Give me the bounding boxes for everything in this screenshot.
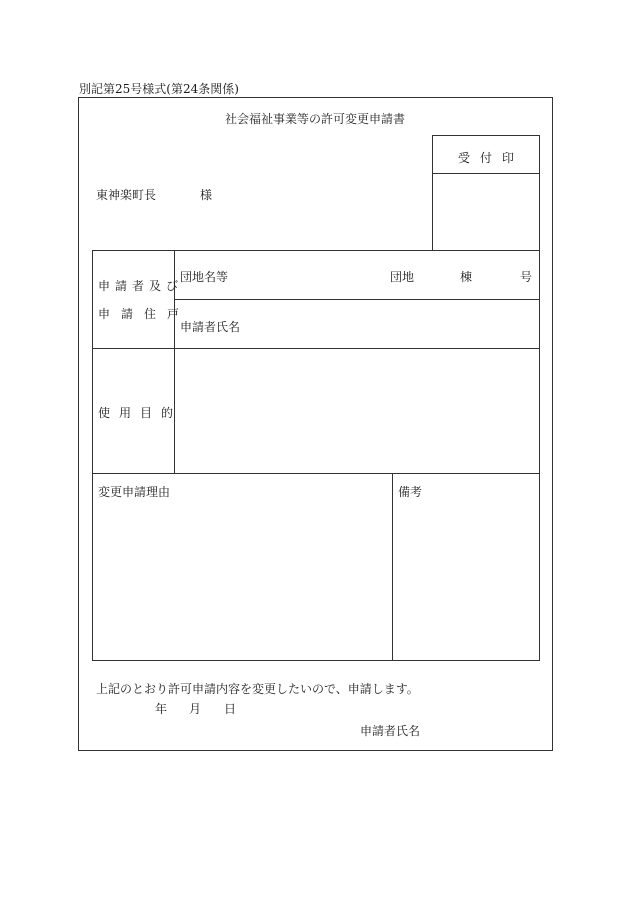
remarks-divider (392, 473, 393, 661)
date-day: 日 (224, 702, 237, 716)
reason-label: 変更申請理由 (98, 485, 171, 499)
footer-applicant-name-label: 申請者氏名 (360, 724, 421, 738)
row-divider-reason (92, 473, 540, 474)
danchi-label: 団地名等 (180, 270, 229, 284)
footer-statement: 上記のとおり許可申請内容を変更したいので、申請します。 (96, 682, 419, 696)
addressee: 東神楽町長 (96, 188, 157, 202)
building-suffix: 棟 (460, 270, 473, 284)
row-divider-purpose (92, 348, 540, 349)
room-suffix: 号 (520, 270, 533, 284)
honorific: 様 (200, 188, 213, 202)
applicant-label-line2: 申請住戸 (98, 307, 191, 321)
stamp-label: 受付印 (457, 151, 524, 165)
purpose-label: 使用目的 (98, 406, 183, 420)
form-number: 別記第25号様式(第24条関係) (79, 82, 239, 96)
date-month: 月 (189, 702, 202, 716)
document-title: 社会福祉事業等の許可変更申請書 (224, 112, 405, 126)
applicant-label-line1: 申請者及び (98, 279, 184, 293)
date-year: 年 (155, 702, 168, 716)
row-divider-applicant (174, 299, 540, 300)
remarks-label: 備考 (398, 485, 423, 499)
danchi-suffix: 団地 (390, 270, 415, 284)
applicant-name-label: 申請者氏名 (180, 320, 241, 334)
stamp-divider (432, 173, 540, 174)
